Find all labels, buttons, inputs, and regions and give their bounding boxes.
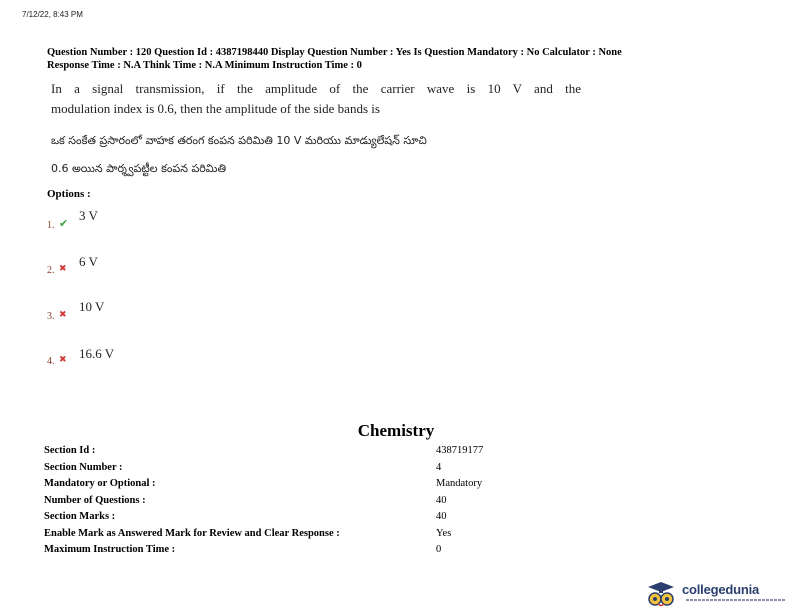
logo-tagline — [686, 599, 786, 601]
section-info-row — [44, 493, 644, 510]
options-label: Options : — [47, 188, 91, 200]
check-icon: ✔ — [59, 217, 69, 230]
section-info-row — [44, 476, 644, 493]
section-info-value: 40 — [436, 511, 447, 522]
cross-icon: ✖ — [59, 264, 67, 274]
section-info-value: 4 — [436, 461, 442, 473]
graduate-glasses-icon — [646, 580, 676, 608]
option-text: 16.6 V — [79, 346, 115, 361]
cross-icon: ✖ — [59, 310, 67, 320]
question-text-english — [51, 79, 581, 119]
option-number: 1. — [47, 220, 55, 231]
section-info-table — [44, 443, 644, 559]
collegedunia-logo — [646, 580, 786, 608]
cross-icon: ✖ — [59, 355, 67, 365]
section-info-value: Mandatory — [436, 478, 483, 489]
section-info-row — [44, 509, 644, 526]
section-info-row — [44, 526, 644, 543]
section-info-label: Section Id : — [44, 445, 96, 456]
section-info-value: 40 — [436, 494, 447, 506]
question-english-line-2: modulation index is 0.6, then the amplitude of the side bands is — [51, 101, 380, 116]
section-info-row — [44, 542, 644, 559]
section-info-value: Yes — [436, 527, 452, 539]
section-info-label: Mandatory or Optional : — [44, 478, 156, 489]
question-meta-line-1: Question Number : 120 Question Id : 4387198440 Display Question Number : Yes Is Question Mandatory : No Calculator : None — [47, 47, 622, 58]
section-title: Chemistry — [357, 421, 435, 440]
section-info-row — [44, 443, 644, 460]
section-info-value: 438719177 — [436, 445, 484, 456]
question-telugu-line-1: ఒక సంకేత ప్రసారంలో వాహక తరంగ కంపన పరిమితి 10 V మరియు మాడ్యులేషన్ సూచి — [51, 134, 427, 147]
question-english-line-1: In a signal transmission, if the amplitude of the carrier wave is 10 V and the — [51, 81, 581, 96]
print-timestamp: 7/12/22, 8:43 PM — [22, 10, 83, 19]
section-info-label: Section Marks : — [44, 511, 116, 522]
section-info-label: Enable Mark as Answered Mark for Review and Clear Response : — [44, 527, 340, 539]
section-info-label: Number of Questions : — [44, 494, 146, 506]
option-number: 4. — [47, 356, 55, 367]
section-info-label: Maximum Instruction Time : — [44, 544, 176, 555]
option-text: 10 V — [79, 299, 105, 314]
question-metadata — [47, 46, 767, 72]
option-number: 2. — [47, 265, 55, 276]
option-text: 3 V — [79, 208, 98, 223]
section-info-value: 0 — [436, 544, 442, 555]
section-info-row — [44, 460, 644, 477]
option-text: 6 V — [79, 254, 98, 269]
logo-brand-text: collegedunia — [682, 582, 760, 597]
question-text-telugu — [51, 127, 611, 183]
section-info-label: Section Number : — [44, 461, 123, 473]
question-telugu-line-2: 0.6 అయిన పార్శ్వపట్టీల కంపన పరిమితి — [51, 162, 227, 175]
option-number: 3. — [47, 311, 55, 322]
question-meta-line-2: Response Time : N.A Think Time : N.A Minimum Instruction Time : 0 — [47, 60, 362, 71]
